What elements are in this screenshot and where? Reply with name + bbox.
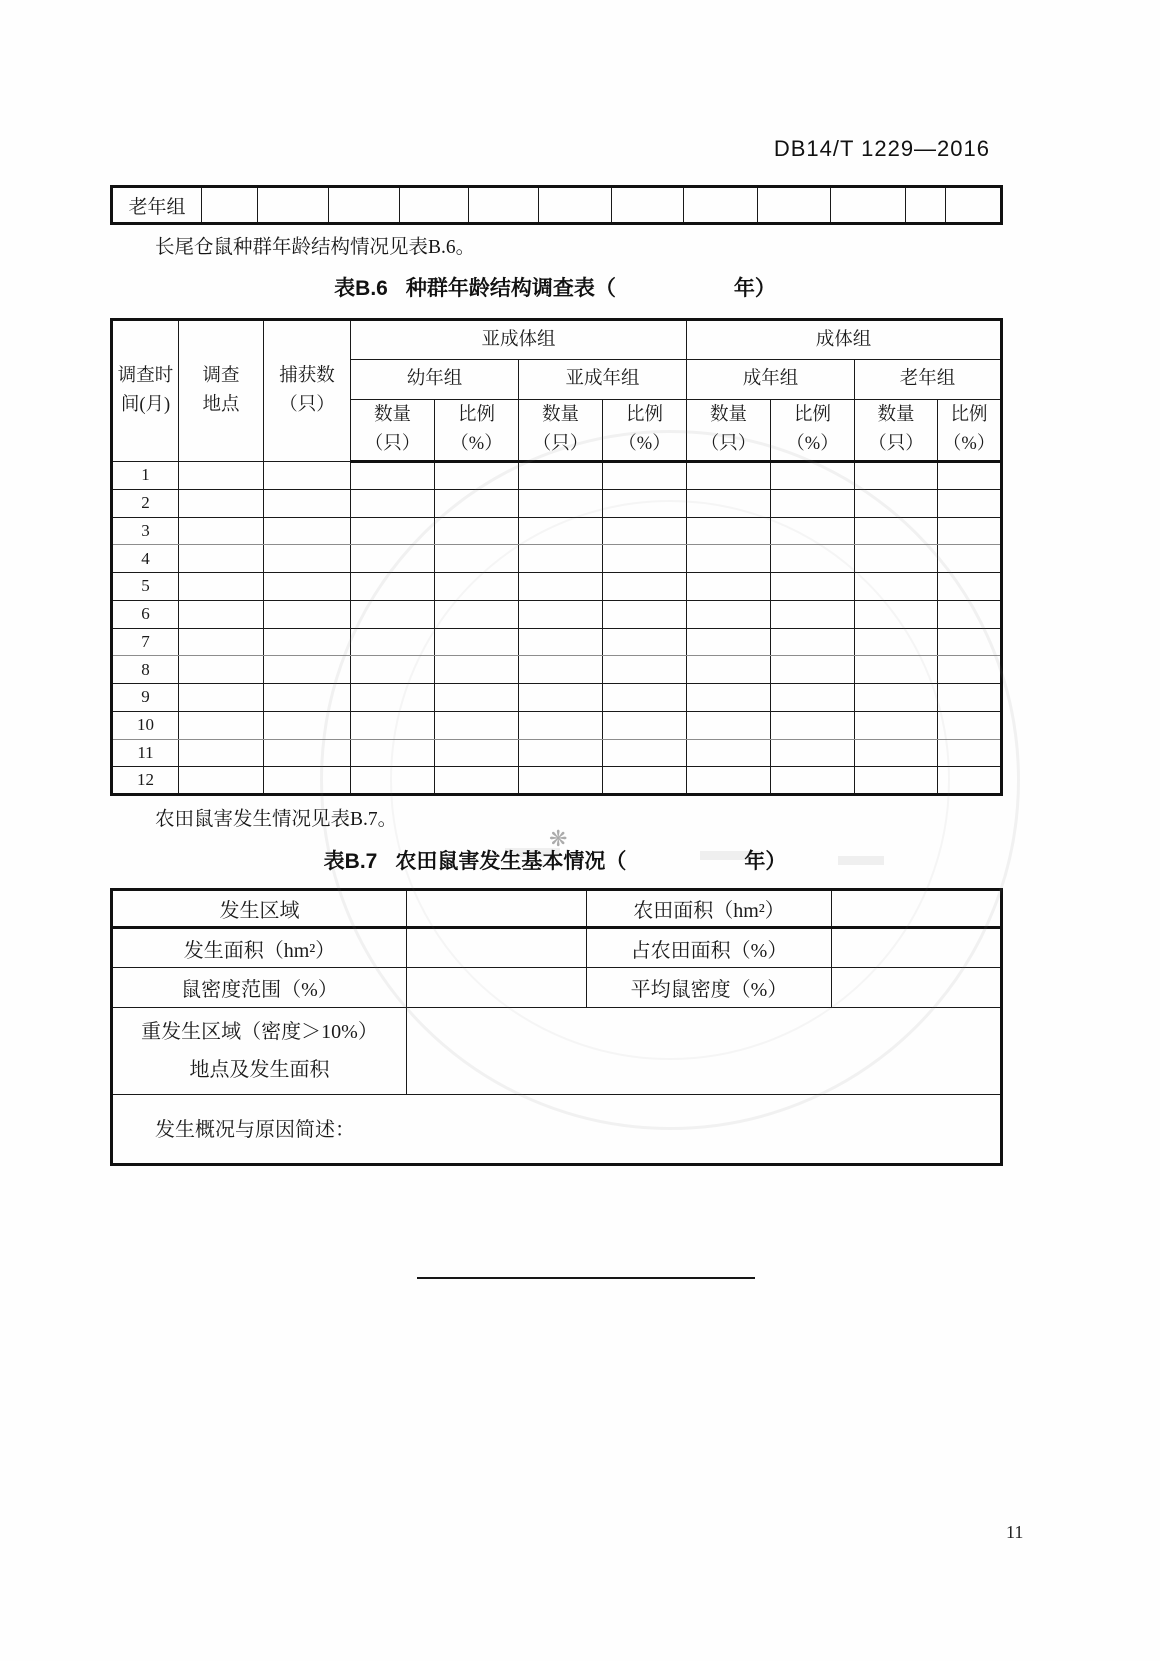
empty-data-cell	[771, 600, 855, 628]
empty-data-cell	[519, 462, 603, 490]
empty-data-cell	[603, 545, 687, 573]
empty-data-cell	[519, 739, 603, 767]
group-header-subadult-body: 亚成体组	[351, 320, 687, 360]
blank-fill-cell	[832, 890, 1002, 928]
empty-data-cell	[435, 656, 519, 684]
empty-data-cell	[687, 489, 771, 517]
month-row	[112, 739, 1002, 767]
empty-data-cell	[855, 517, 938, 545]
table-b7-caption-title: 农田鼠害发生基本情况（	[395, 850, 627, 873]
empty-data-cell	[264, 628, 351, 656]
month-cell: 3	[112, 517, 179, 545]
table-b7-row-summary	[112, 1095, 1002, 1165]
label-density-range: 鼠密度范围（%）	[112, 968, 407, 1008]
empty-data-cell	[179, 656, 264, 684]
paragraph-b7-reference: 农田鼠害发生情况见表B.7。	[155, 809, 398, 830]
empty-data-cell	[687, 711, 771, 739]
fragment-row	[112, 187, 1002, 224]
empty-data-cell	[938, 600, 1002, 628]
empty-data-cell	[771, 462, 855, 490]
blank-fill-cell	[832, 968, 1002, 1008]
empty-data-cell	[351, 684, 435, 712]
empty-data-cell	[938, 462, 1002, 490]
month-row	[112, 767, 1002, 795]
table-b7	[110, 888, 1003, 1166]
document-end-rule	[417, 1277, 755, 1279]
empty-data-cell	[771, 489, 855, 517]
col-header-captured-count: 捕获数 （只）	[264, 320, 351, 462]
empty-data-cell	[435, 573, 519, 601]
month-row	[112, 517, 1002, 545]
empty-data-cell	[179, 739, 264, 767]
empty-data-cell	[351, 545, 435, 573]
empty-data-cell	[771, 767, 855, 795]
month-row	[112, 462, 1002, 490]
empty-data-cell	[264, 545, 351, 573]
empty-data-cell	[603, 573, 687, 601]
table-b6-caption-title: 种群年龄结构调查表（	[405, 277, 616, 300]
empty-data-cell	[179, 684, 264, 712]
empty-data-cell	[938, 489, 1002, 517]
month-cell: 12	[112, 767, 179, 795]
month-row	[112, 656, 1002, 684]
empty-data-cell	[855, 489, 938, 517]
label-occur-area: 发生面积（hm²）	[112, 928, 407, 968]
empty-data-cell	[855, 711, 938, 739]
empty-data-cell	[264, 600, 351, 628]
table-b6-caption-suffix: 年）	[733, 277, 776, 300]
empty-data-cell	[603, 462, 687, 490]
empty-data-cell	[855, 600, 938, 628]
empty-data-cell	[938, 628, 1002, 656]
empty-data-cell	[603, 656, 687, 684]
col-header-survey-place: 调查 地点	[179, 320, 264, 462]
month-row	[112, 628, 1002, 656]
empty-data-cell	[687, 767, 771, 795]
empty-data-cell	[855, 767, 938, 795]
empty-data-cell	[855, 656, 938, 684]
empty-data-cell	[179, 628, 264, 656]
group-header-adult-body: 成体组	[687, 320, 1002, 360]
empty-data-cell	[687, 628, 771, 656]
empty-data-cell	[179, 711, 264, 739]
empty-data-cell	[771, 573, 855, 601]
empty-data-cell	[603, 711, 687, 739]
month-cell: 8	[112, 656, 179, 684]
month-row	[112, 600, 1002, 628]
blank-fill-cell	[832, 928, 1002, 968]
empty-data-cell	[351, 711, 435, 739]
empty-data-cell	[435, 462, 519, 490]
table-b7-row-density	[112, 968, 1002, 1008]
fragment-empty-cell	[400, 187, 469, 224]
standard-code: DB14/T 1229—2016	[773, 136, 990, 161]
blank-fill-cell	[407, 890, 587, 928]
fragment-empty-cell	[612, 187, 684, 224]
table-b7-row-area	[112, 928, 1002, 968]
empty-data-cell	[771, 628, 855, 656]
blank-fill-cell	[407, 928, 587, 968]
subgroup-old: 老年组	[855, 360, 1002, 400]
fragment-empty-cell	[258, 187, 329, 224]
empty-data-cell	[771, 711, 855, 739]
month-cell: 11	[112, 739, 179, 767]
empty-data-cell	[603, 739, 687, 767]
empty-data-cell	[771, 684, 855, 712]
empty-data-cell	[351, 462, 435, 490]
empty-data-cell	[519, 656, 603, 684]
empty-data-cell	[179, 767, 264, 795]
empty-data-cell	[519, 600, 603, 628]
fragment-empty-cell	[758, 187, 831, 224]
empty-data-cell	[938, 573, 1002, 601]
empty-data-cell	[603, 628, 687, 656]
label-farmland-pct: 占农田面积（%）	[587, 928, 832, 968]
month-row	[112, 711, 1002, 739]
empty-data-cell	[264, 656, 351, 684]
empty-data-cell	[264, 684, 351, 712]
previous-table-fragment	[110, 185, 1003, 225]
month-cell: 4	[112, 545, 179, 573]
empty-data-cell	[351, 739, 435, 767]
empty-data-cell	[435, 739, 519, 767]
fragment-empty-cell	[906, 187, 946, 224]
empty-data-cell	[938, 767, 1002, 795]
watermark-seal-glyph: ❋	[549, 826, 568, 851]
table-b7-caption	[110, 845, 1000, 875]
empty-data-cell	[687, 462, 771, 490]
empty-data-cell	[603, 600, 687, 628]
leaf-header-proportion: 比例 （%）	[938, 400, 1002, 462]
fragment-empty-cell	[831, 187, 906, 224]
empty-data-cell	[938, 739, 1002, 767]
empty-data-cell	[264, 573, 351, 601]
empty-data-cell	[264, 739, 351, 767]
table-b6	[110, 318, 1003, 796]
fragment-row-label: 老年组	[112, 187, 202, 224]
empty-data-cell	[179, 573, 264, 601]
empty-data-cell	[938, 711, 1002, 739]
blank-fill-cell	[407, 1008, 1002, 1095]
empty-data-cell	[603, 489, 687, 517]
empty-data-cell	[855, 628, 938, 656]
empty-data-cell	[519, 573, 603, 601]
subgroup-subadult: 亚成年组	[519, 360, 687, 400]
empty-data-cell	[771, 656, 855, 684]
month-cell: 1	[112, 462, 179, 490]
leaf-header-quantity: 数量 （只）	[519, 400, 603, 462]
leaf-header-proportion: 比例 （%）	[603, 400, 687, 462]
paragraph-b6-reference: 长尾仓鼠种群年龄结构情况见表B.6。	[155, 237, 476, 258]
fragment-empty-cell	[469, 187, 539, 224]
empty-data-cell	[264, 711, 351, 739]
blank-fill-cell	[407, 968, 587, 1008]
empty-data-cell	[264, 489, 351, 517]
empty-data-cell	[179, 545, 264, 573]
empty-data-cell	[179, 600, 264, 628]
empty-data-cell	[435, 767, 519, 795]
fragment-empty-cell	[946, 187, 1002, 224]
leaf-header-proportion: 比例 （%）	[771, 400, 855, 462]
empty-data-cell	[435, 684, 519, 712]
empty-data-cell	[179, 517, 264, 545]
empty-data-cell	[855, 739, 938, 767]
table-b6-caption	[110, 272, 1000, 302]
subgroup-adult: 成年组	[687, 360, 855, 400]
month-cell: 5	[112, 573, 179, 601]
empty-data-cell	[687, 573, 771, 601]
fragment-empty-cell	[684, 187, 758, 224]
table-b7-caption-label: 表B.7	[323, 850, 378, 873]
month-row	[112, 573, 1002, 601]
table-b7-caption-suffix: 年）	[744, 850, 787, 873]
page-number: 11	[1006, 1522, 1024, 1542]
empty-data-cell	[519, 628, 603, 656]
label-summary: 发生概况与原因简述：	[112, 1095, 1002, 1165]
empty-data-cell	[264, 517, 351, 545]
fragment-empty-cell	[539, 187, 612, 224]
month-cell: 10	[112, 711, 179, 739]
fragment-empty-cell	[329, 187, 400, 224]
empty-data-cell	[519, 684, 603, 712]
fragment-empty-cell	[202, 187, 258, 224]
empty-data-cell	[435, 489, 519, 517]
empty-data-cell	[179, 462, 264, 490]
label-severe-region: 重发生区域（密度＞10%） 地点及发生面积	[112, 1008, 407, 1095]
empty-data-cell	[264, 462, 351, 490]
empty-data-cell	[687, 684, 771, 712]
table-b7-row-region	[112, 890, 1002, 928]
empty-data-cell	[435, 711, 519, 739]
empty-data-cell	[603, 517, 687, 545]
empty-data-cell	[351, 573, 435, 601]
empty-data-cell	[603, 767, 687, 795]
empty-data-cell	[351, 628, 435, 656]
empty-data-cell	[351, 656, 435, 684]
empty-data-cell	[687, 545, 771, 573]
empty-data-cell	[687, 656, 771, 684]
month-cell: 9	[112, 684, 179, 712]
empty-data-cell	[435, 517, 519, 545]
month-cell: 2	[112, 489, 179, 517]
empty-data-cell	[687, 600, 771, 628]
empty-data-cell	[351, 489, 435, 517]
table-b6-caption-label: 表B.6	[334, 277, 388, 300]
empty-data-cell	[519, 517, 603, 545]
empty-data-cell	[435, 628, 519, 656]
month-row	[112, 489, 1002, 517]
empty-data-cell	[351, 767, 435, 795]
label-occur-region: 发生区域	[112, 890, 407, 928]
month-cell: 6	[112, 600, 179, 628]
table-b7-row-severe-region	[112, 1008, 1002, 1095]
empty-data-cell	[435, 600, 519, 628]
col-header-survey-time: 调查时 间(月)	[112, 320, 179, 462]
empty-data-cell	[771, 739, 855, 767]
month-row	[112, 545, 1002, 573]
subgroup-juvenile: 幼年组	[351, 360, 519, 400]
empty-data-cell	[519, 767, 603, 795]
empty-data-cell	[938, 684, 1002, 712]
empty-data-cell	[687, 739, 771, 767]
empty-data-cell	[519, 545, 603, 573]
empty-data-cell	[351, 517, 435, 545]
empty-data-cell	[855, 573, 938, 601]
label-avg-density: 平均鼠密度（%）	[587, 968, 832, 1008]
empty-data-cell	[603, 684, 687, 712]
empty-data-cell	[855, 545, 938, 573]
empty-data-cell	[264, 767, 351, 795]
empty-data-cell	[938, 656, 1002, 684]
leaf-header-quantity: 数量 （只）	[855, 400, 938, 462]
month-cell: 7	[112, 628, 179, 656]
empty-data-cell	[938, 545, 1002, 573]
label-farmland-area: 农田面积（hm²）	[587, 890, 832, 928]
empty-data-cell	[938, 517, 1002, 545]
empty-data-cell	[519, 711, 603, 739]
empty-data-cell	[435, 545, 519, 573]
empty-data-cell	[855, 462, 938, 490]
month-row	[112, 684, 1002, 712]
header-row-groups	[112, 320, 1002, 360]
empty-data-cell	[351, 600, 435, 628]
leaf-header-quantity: 数量 （只）	[687, 400, 771, 462]
empty-data-cell	[771, 517, 855, 545]
empty-data-cell	[519, 489, 603, 517]
leaf-header-quantity: 数量 （只）	[351, 400, 435, 462]
empty-data-cell	[771, 545, 855, 573]
leaf-header-proportion: 比例 （%）	[435, 400, 519, 462]
empty-data-cell	[687, 517, 771, 545]
empty-data-cell	[179, 489, 264, 517]
empty-data-cell	[855, 684, 938, 712]
